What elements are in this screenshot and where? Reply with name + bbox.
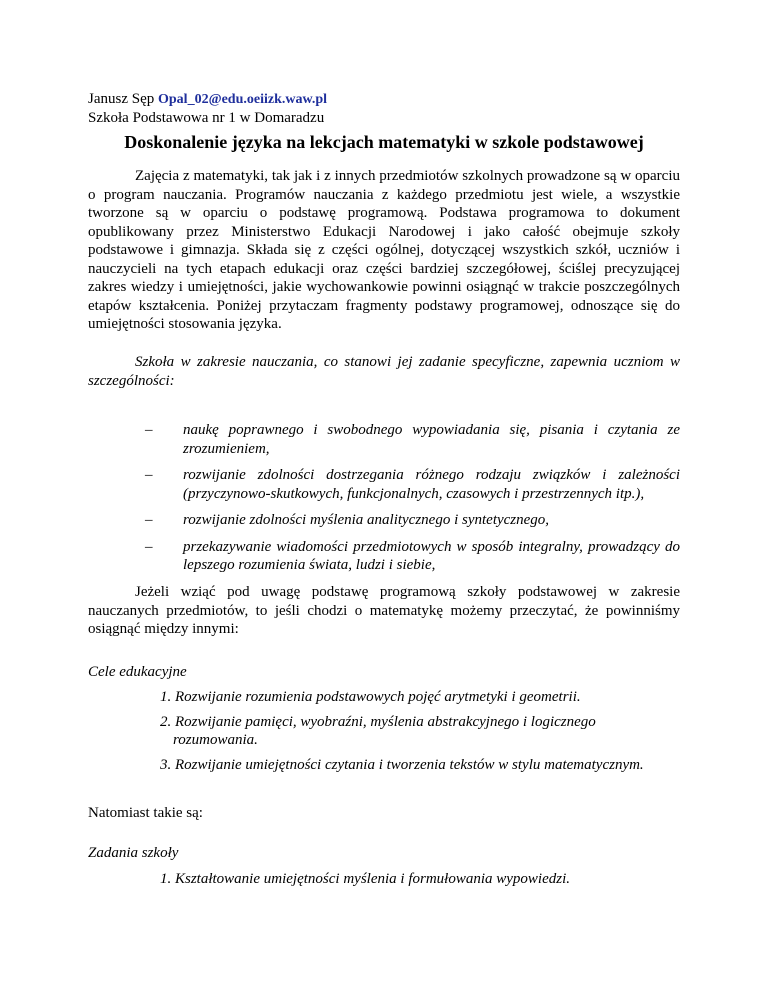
list-item: – rozwijanie zdolności dostrzegania różnego rodzaju związków i zależności (przyczynowo-skutkowych, funkcjonalnych, czasowych i przestrzennych itp.), [145, 467, 680, 502]
dash-marker: – [145, 467, 153, 483]
author-email[interactable]: Opal_02@edu.oeiizk.waw.pl [158, 92, 327, 107]
list-item: – przekazywanie wiadomości przedmiotowych w sposób integralny, prowadzący do lepszego rozumienia świata, ludzi i siebie, [145, 538, 680, 573]
intro-paragraph: Zajęcia z matematyki, tak jak i z innych przedmiotów szkolnych prowadzone są w oparciu o program nauczania. Programów nauczania z każdego przedmiotu jest wiele, a wszystkie tworzone są w oparciu o podstawę programową. Podstawa programowa to dokument opublikowany przez Ministerstwo Edukacji Narodowej i jako całość obejmuje szkoły podstawowe i gimnazja. Składa się z części ogólnej, dotyczącej wszystkich szkół, uczniów i nauczycieli na tych etapach edukacji oraz części bardziej szczegółowej, ściślej precyzującej zakres wiedzy i umiejętności, jakie wychowankowie powinni osiągnąć w trakcie poszczególnych etapów kształcenia. Poniżej przytaczam fragmenty podstawy programowej, odnoszące się do umiejętności stosowania języka. [88, 168, 680, 332]
dash-marker: – [145, 512, 153, 528]
natomiast-line: Natomiast takie są: [88, 805, 203, 821]
goals-heading: Cele edukacyjne [88, 664, 187, 680]
tasks-list [160, 870, 680, 895]
list-item: 3. Rozwijanie umiejętności czytania i tworzenia tekstów w stylu matematycznym. [160, 756, 644, 773]
quote-intro: Szkoła w zakresie nauczania, co stanowi jej zadanie specyficzne, zapewnia uczniom w szczególności: [88, 354, 680, 389]
paragraph-2: Jeżeli wziąć pod uwagę podstawę programową szkoły podstawowej w zakresie nauczanych przedmiotów, to jeśli chodzi o matematykę możemy przeczytać, że powinniśmy osiągnąć między innymi: [88, 584, 680, 637]
list-item: 2. Rozwijanie pamięci, wyobraźni, myślenia abstrakcyjnego i logicznego rozumowania. [160, 713, 596, 748]
dash-marker: – [145, 422, 153, 438]
author-name: Janusz Sęp [88, 91, 155, 107]
dash-marker: – [145, 538, 153, 555]
goals-list [160, 688, 680, 780]
list-item: 1. Rozwijanie rozumienia podstawowych pojęć arytmetyki i geometrii. [160, 689, 581, 705]
requirements-list [145, 421, 680, 583]
author-block [88, 90, 327, 127]
list-item: – naukę poprawnego i swobodnego wypowiadania się, pisania i czytania ze zrozumieniem, [145, 422, 680, 457]
author-line [88, 90, 327, 109]
list-item: 1. Kształtowanie umiejętności myślenia i formułowania wypowiedzi. [160, 871, 570, 887]
list-item: – rozwijanie zdolności myślenia analitycznego i syntetycznego, [145, 512, 550, 528]
document-title: Doskonalenie języka na lekcjach matematyki w szkole podstawowej [124, 132, 644, 152]
tasks-heading: Zadania szkoły [88, 845, 179, 861]
school-name: Szkoła Podstawowa nr 1 w Domaradzu [88, 110, 325, 126]
